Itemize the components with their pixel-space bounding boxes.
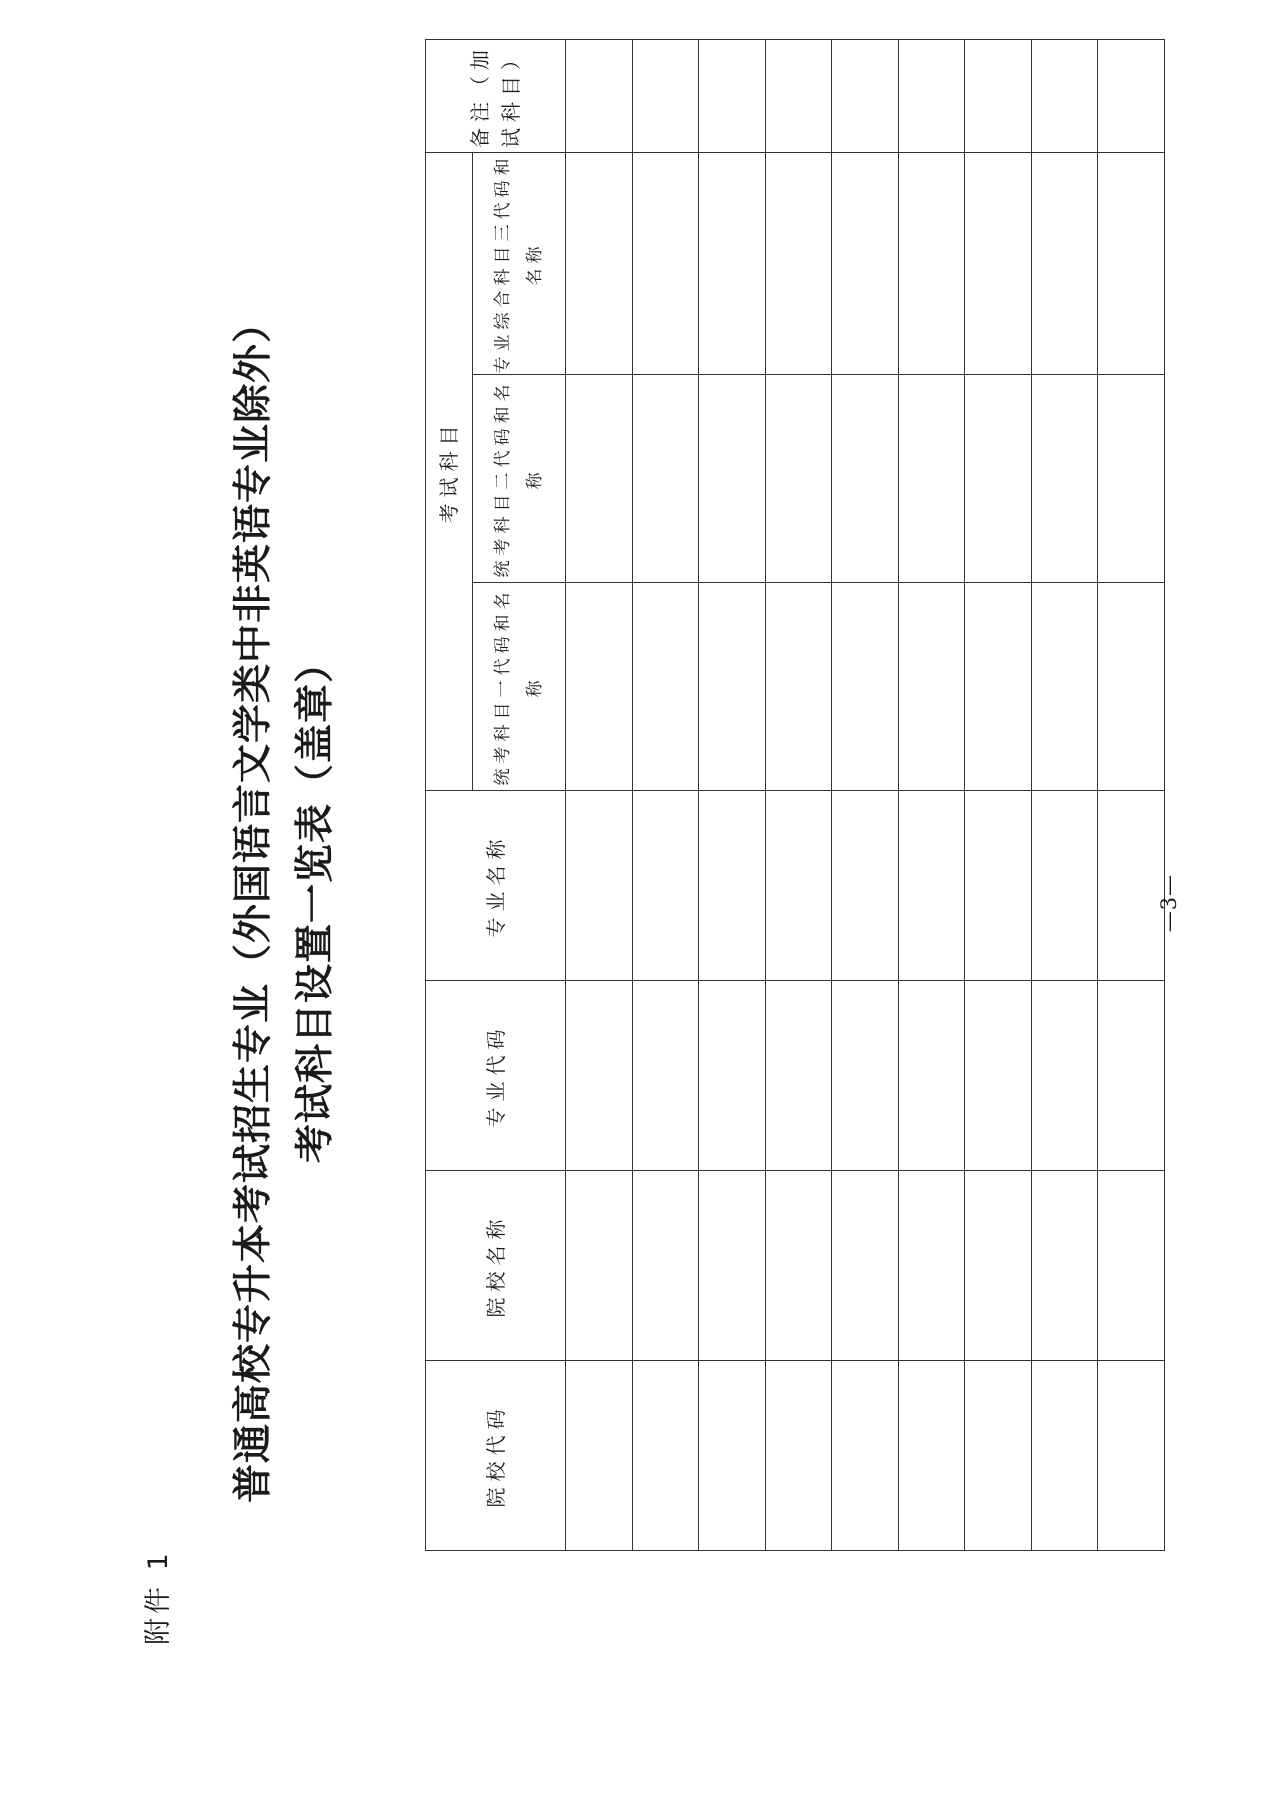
cell-major-name: [699, 791, 766, 981]
cell-subject-one: [965, 583, 1032, 791]
table-row: [765, 40, 832, 1551]
cell-subject-two: [965, 375, 1032, 583]
cell-subject-one: [1098, 583, 1165, 791]
cell-subject-three: [566, 153, 633, 375]
cell-school-name: [1031, 1171, 1098, 1361]
cell-subject-one: [898, 583, 965, 791]
cell-school-name: [1098, 1171, 1165, 1361]
cell-subject-one: [699, 583, 766, 791]
table-row: [832, 40, 899, 1551]
document-subtitle: 考试科目设置一览表（盖章）: [292, 643, 338, 1164]
cell-school-code: [699, 1361, 766, 1551]
header-major-name: 专业名称: [426, 791, 566, 981]
cell-major-code: [1031, 981, 1098, 1171]
cell-remarks: [566, 40, 633, 153]
cell-subject-one: [566, 583, 633, 791]
cell-school-code: [965, 1361, 1032, 1551]
cell-major-code: [898, 981, 965, 1171]
cell-major-code: [1098, 981, 1165, 1171]
exam-subjects-table: [425, 39, 1165, 1551]
cell-major-name: [1031, 791, 1098, 981]
cell-school-name: [898, 1171, 965, 1361]
annex-label: 附件 1: [143, 1549, 174, 1645]
cell-subject-three: [632, 153, 699, 375]
cell-school-name: [566, 1171, 633, 1361]
header-school-code: 院校代码: [426, 1361, 566, 1551]
cell-major-name: [898, 791, 965, 981]
cell-school-code: [1031, 1361, 1098, 1551]
cell-school-name: [765, 1171, 832, 1361]
cell-major-name: [632, 791, 699, 981]
cell-subject-two: [765, 375, 832, 583]
cell-subject-two: [898, 375, 965, 583]
cell-major-name: [832, 791, 899, 981]
cell-subject-three: [765, 153, 832, 375]
table-row: [1031, 40, 1098, 1551]
cell-school-code: [898, 1361, 965, 1551]
cell-subject-three: [699, 153, 766, 375]
cell-subject-two: [632, 375, 699, 583]
cell-remarks: [1031, 40, 1098, 153]
cell-remarks: [632, 40, 699, 153]
cell-subject-three: [898, 153, 965, 375]
cell-subject-one: [832, 583, 899, 791]
cell-subject-three: [1098, 153, 1165, 375]
cell-subject-two: [832, 375, 899, 583]
cell-school-name: [965, 1171, 1032, 1361]
cell-subject-one: [1031, 583, 1098, 791]
page-number: —3—: [1157, 873, 1181, 933]
cell-major-name: [965, 791, 1032, 981]
cell-major-code: [965, 981, 1032, 1171]
cell-school-name: [632, 1171, 699, 1361]
cell-major-code: [699, 981, 766, 1171]
header-major-code: 专业代码: [426, 981, 566, 1171]
cell-subject-three: [965, 153, 1032, 375]
cell-major-code: [832, 981, 899, 1171]
table-row: [898, 40, 965, 1551]
cell-major-code: [566, 981, 633, 1171]
cell-subject-three: [832, 153, 899, 375]
header-subject-one: 统考科目一代码和名称: [473, 583, 566, 791]
header-school-name: 院校名称: [426, 1171, 566, 1361]
cell-school-code: [566, 1361, 633, 1551]
cell-subject-two: [1031, 375, 1098, 583]
cell-subject-two: [1098, 375, 1165, 583]
cell-remarks: [965, 40, 1032, 153]
cell-remarks: [832, 40, 899, 153]
header-subject-three: 专业综合科目三代码和名称: [473, 153, 566, 375]
cell-school-name: [699, 1171, 766, 1361]
table-row: [965, 40, 1032, 1551]
header-subject-two: 统考科目二代码和名称: [473, 375, 566, 583]
cell-remarks: [699, 40, 766, 153]
cell-remarks: [898, 40, 965, 153]
cell-remarks: [765, 40, 832, 153]
document-page: [40, 23, 1240, 1783]
header-exam-subjects: 考试科目: [426, 153, 473, 791]
cell-school-code: [832, 1361, 899, 1551]
cell-major-name: [765, 791, 832, 981]
cell-subject-two: [699, 375, 766, 583]
table-row: [699, 40, 766, 1551]
table-row: [1098, 40, 1165, 1551]
cell-major-code: [632, 981, 699, 1171]
cell-school-code: [632, 1361, 699, 1551]
cell-subject-one: [765, 583, 832, 791]
cell-school-code: [1098, 1361, 1165, 1551]
document-title: 普通高校专升本考试招生专业（外国语言文学类中非英语专业除外）: [230, 303, 276, 1504]
cell-major-name: [1098, 791, 1165, 981]
cell-school-name: [832, 1171, 899, 1361]
cell-school-code: [765, 1361, 832, 1551]
cell-remarks: [1098, 40, 1165, 153]
table-row: [632, 40, 699, 1551]
table-row: [566, 40, 633, 1551]
header-remarks: 备注（加试科目）: [426, 40, 566, 153]
cell-subject-three: [1031, 153, 1098, 375]
cell-major-name: [566, 791, 633, 981]
header-row-1: [426, 40, 473, 1551]
cell-subject-two: [566, 375, 633, 583]
cell-subject-one: [632, 583, 699, 791]
cell-major-code: [765, 981, 832, 1171]
table-body: [566, 40, 1165, 1551]
